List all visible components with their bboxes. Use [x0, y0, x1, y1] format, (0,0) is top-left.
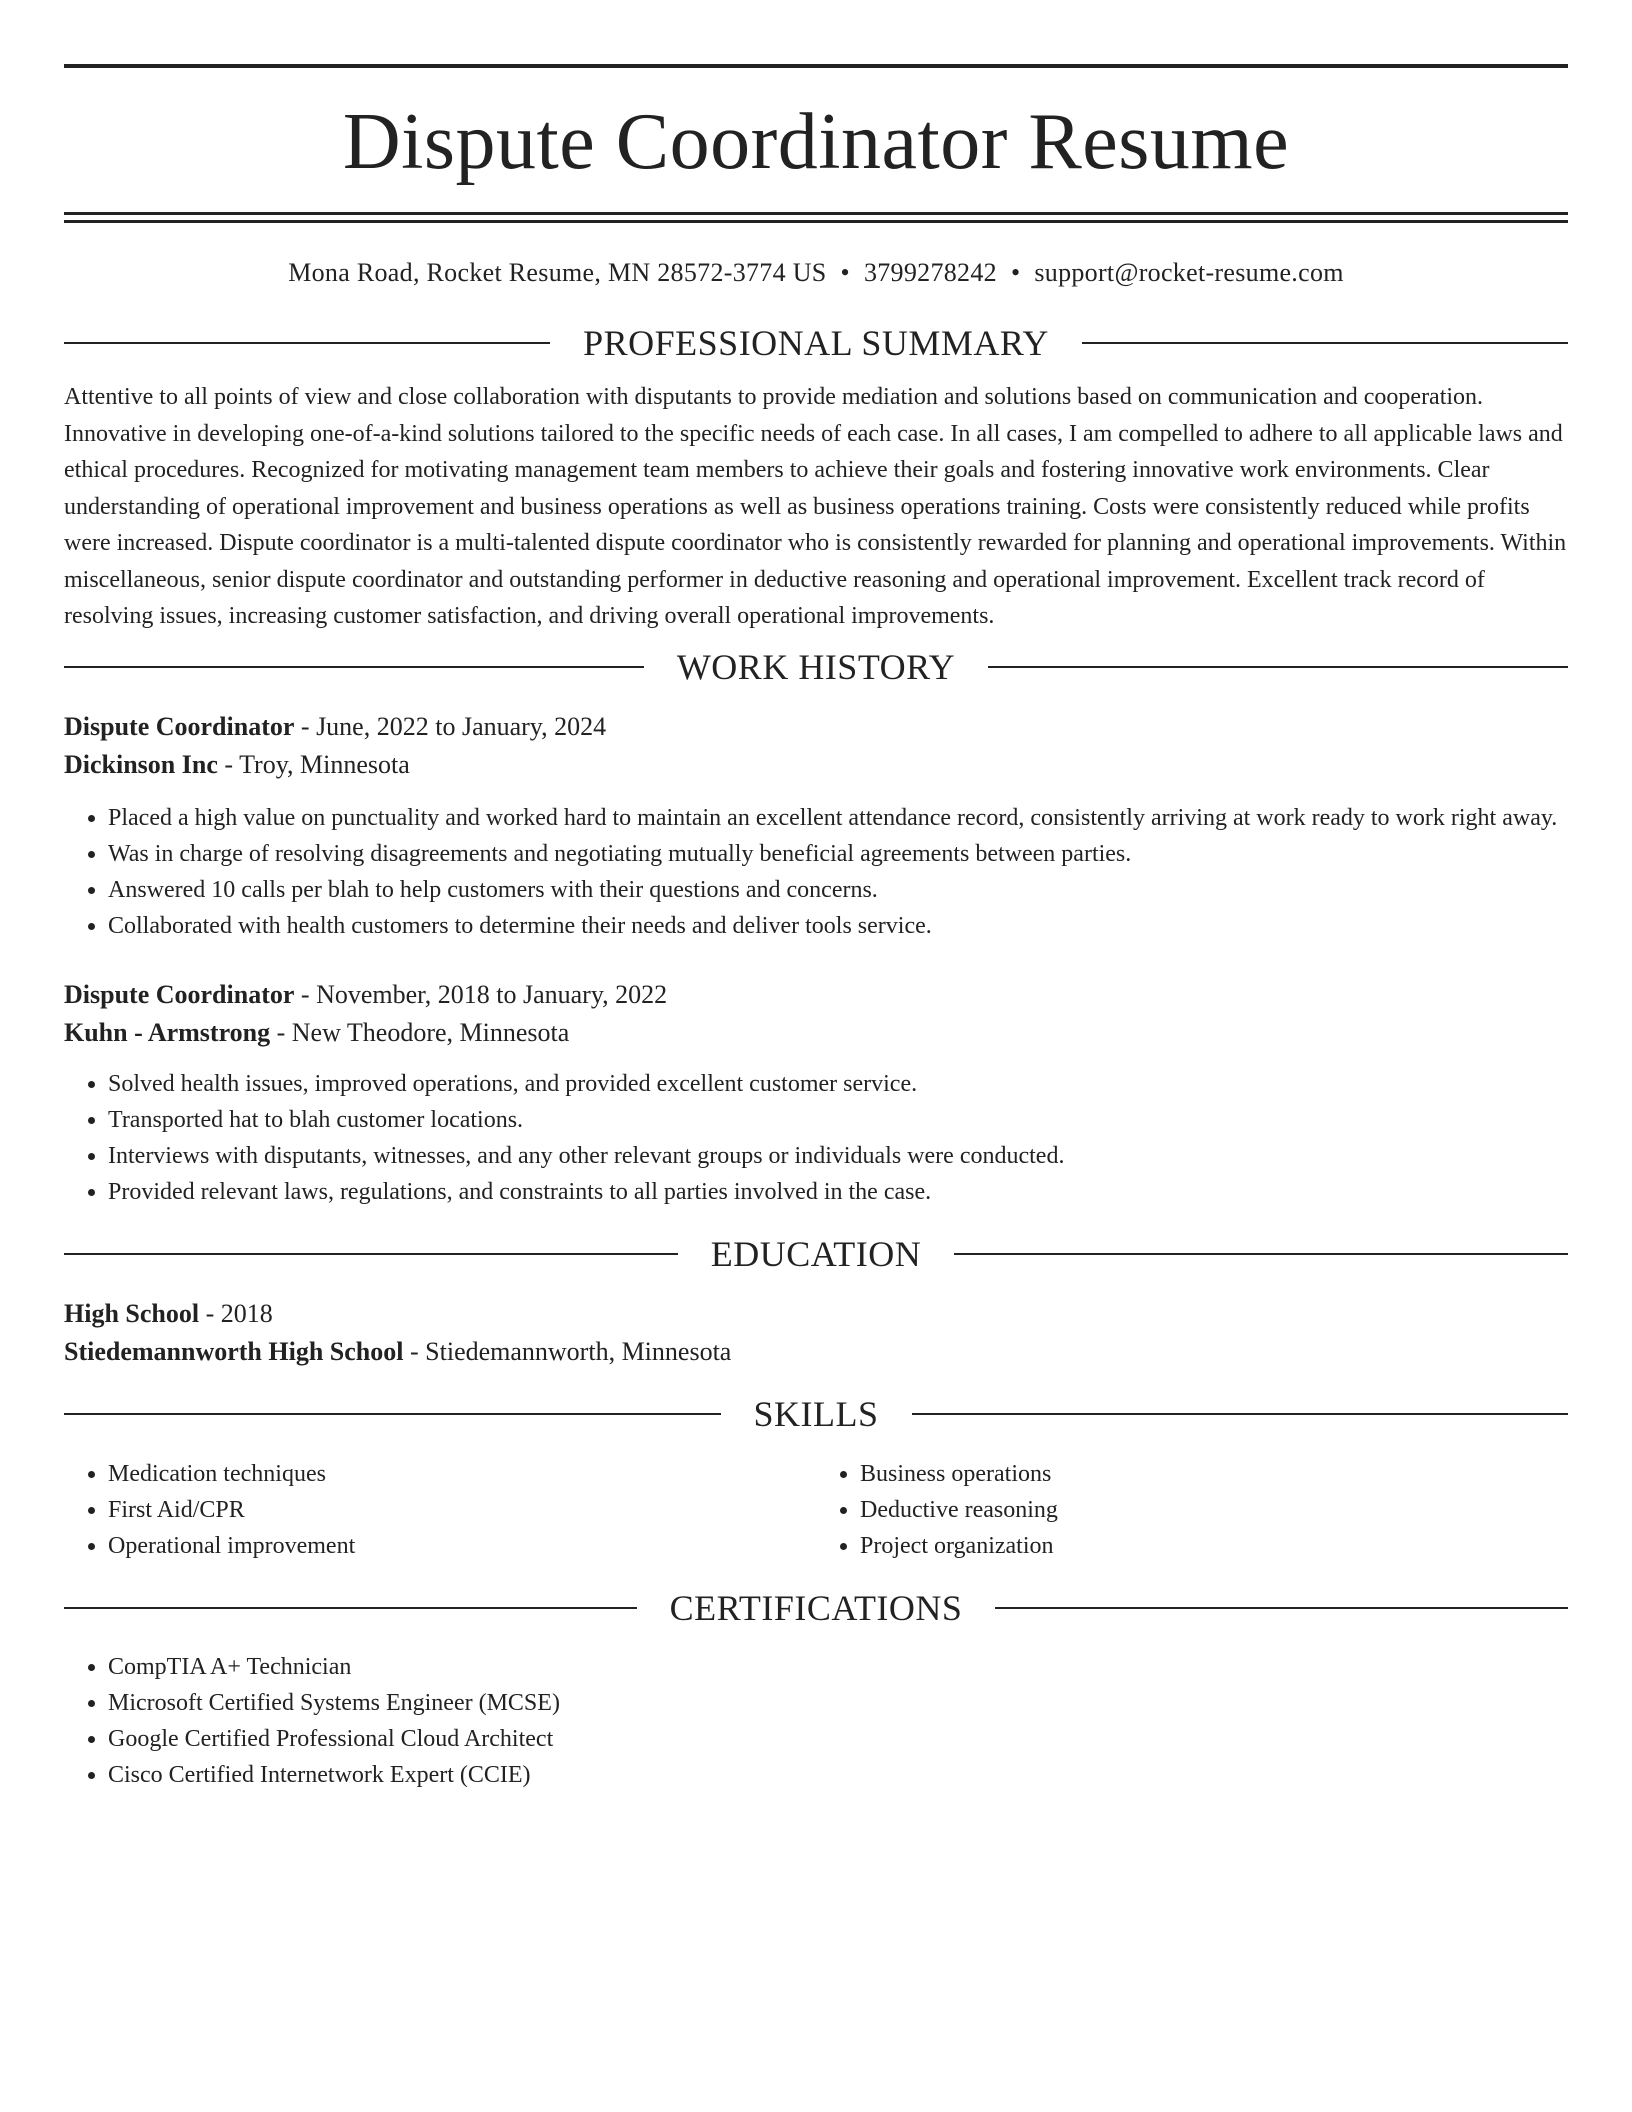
contact-separator: •	[1010, 258, 1021, 287]
list-item: • Deductive reasoning	[860, 1492, 1568, 1528]
job-location: - Troy, Minnesota	[217, 749, 410, 779]
section-heading-work-history	[64, 646, 1568, 687]
list-item: • Business operations	[860, 1456, 1568, 1492]
skills-grid	[64, 1456, 1568, 1564]
list-item: • Answered 10 calls per blah to help customers with their questions and concerns.	[108, 872, 1568, 908]
section-heading-education	[64, 1233, 1568, 1274]
education-entry	[64, 1295, 1568, 1371]
section-heading-label: SKILLS	[753, 1393, 879, 1434]
skills-list	[816, 1456, 1568, 1564]
title-top-rule	[64, 64, 1568, 68]
job-company: Kuhn - Armstrong	[64, 1017, 271, 1047]
list-item: • Microsoft Certified Systems Engineer (MCSE)	[108, 1685, 1568, 1721]
list-item: • Interviews with disputants, witnesses, and any other relevant groups or individuals were conducted.	[108, 1138, 1568, 1174]
job-entry	[64, 708, 1568, 944]
heading-rule	[954, 1253, 1568, 1255]
section-heading-label: CERTIFICATIONS	[669, 1587, 963, 1628]
contact-separator: •	[840, 258, 850, 287]
list-item: • Google Certified Professional Cloud Architect	[108, 1721, 1568, 1757]
list-item: • Solved health issues, improved operations, and provided excellent customer service.	[108, 1066, 1568, 1102]
skills-column-left	[64, 1456, 816, 1564]
summary-paragraph: Attentive to all points of view and close collaboration with disputants to provide mediation and solutions based on communication and cooperation. Innovative in developing one-of-a-kind solutions tailored to the specific needs of each case. In all cases, I am compelled to adhere to all applicable laws and ethical procedures. Recognized for motivating management team members to achieve their goals and fostering innovative work environments. Clear understanding of operational improvement and business operations as well as business operations training. Costs were consistently reduced while profits were increased. Dispute coordinator is a multi-talented dispute coordinator who is consistently rewarded for planning and operational improvements. Within miscellaneous, senior dispute coordinator and outstanding performer in deductive reasoning and operational improvement. Excellent track record of resolving issues, increasing customer satisfaction, and driving overall operational improvements.	[64, 384, 1567, 629]
job-entry	[64, 976, 1568, 1210]
heading-rule	[64, 1413, 721, 1415]
job-company-line	[64, 1014, 1568, 1052]
job-company-line	[64, 746, 1568, 784]
title-bottom-double-rule	[64, 212, 1568, 223]
job-location: - New Theodore, Minnesota	[270, 1017, 570, 1047]
education-school-line	[64, 1333, 1568, 1371]
job-dates: - November, 2018 to January, 2022	[294, 979, 668, 1009]
section-heading-skills	[64, 1393, 1568, 1434]
contact-email: support@rocket-resume.com	[1034, 258, 1344, 287]
list-item: • Operational improvement	[108, 1528, 816, 1564]
heading-rule	[64, 1253, 678, 1255]
certifications-list	[64, 1649, 1568, 1793]
list-item: • Was in charge of resolving disagreements and negotiating mutually beneficial agreements between parties.	[108, 836, 1568, 872]
skills-column-right	[816, 1456, 1568, 1564]
job-dates: - June, 2022 to January, 2024	[294, 711, 607, 741]
heading-rule	[1082, 342, 1568, 344]
list-item: • CompTIA A+ Technician	[108, 1649, 1568, 1685]
resume-title: Dispute Coordinator Resume	[342, 98, 1290, 186]
heading-rule	[64, 342, 550, 344]
education-year: - 2018	[199, 1298, 273, 1328]
skills-list	[64, 1456, 816, 1564]
education-degree-line	[64, 1295, 1568, 1333]
section-heading-label: WORK HISTORY	[676, 646, 956, 687]
education-degree: High School	[64, 1298, 200, 1328]
list-item: • Transported hat to blah customer locations.	[108, 1102, 1568, 1138]
education-location: - Stiedemannworth, Minnesota	[403, 1336, 732, 1366]
list-item: • Provided relevant laws, regulations, and constraints to all parties involved in the case.	[108, 1174, 1568, 1210]
list-item: • Cisco Certified Internetwork Expert (CCIE)	[108, 1757, 1568, 1793]
list-item: • First Aid/CPR	[108, 1492, 816, 1528]
list-item: • Medication techniques	[108, 1456, 816, 1492]
job-title: Dispute Coordinator	[64, 979, 295, 1009]
heading-rule	[988, 666, 1568, 668]
job-title: Dispute Coordinator	[64, 711, 295, 741]
heading-rule	[995, 1607, 1568, 1609]
contact-line	[64, 260, 1568, 286]
education-school: Stiedemannworth High School	[64, 1336, 404, 1366]
job-title-line	[64, 708, 1568, 746]
heading-rule	[912, 1413, 1569, 1415]
heading-rule	[64, 1607, 637, 1609]
contact-phone: 3799278242	[863, 258, 997, 287]
section-heading-label: PROFESSIONAL SUMMARY	[583, 323, 1049, 363]
list-item: • Placed a high value on punctuality and worked hard to maintain an excellent attendance record, consistently arriving at work ready to work right away.	[108, 800, 1568, 836]
list-item: • Collaborated with health customers to determine their needs and deliver tools service.	[108, 908, 1568, 944]
section-heading-label: EDUCATION	[710, 1233, 922, 1274]
job-company: Dickinson Inc	[64, 749, 218, 779]
contact-address: Mona Road, Rocket Resume, MN 28572-3774 US	[288, 258, 827, 287]
job-bullets	[64, 800, 1568, 944]
job-title-line	[64, 976, 1568, 1014]
section-heading-certifications	[64, 1587, 1568, 1628]
heading-rule	[64, 666, 644, 668]
list-item: • Project organization	[860, 1528, 1568, 1564]
section-heading-summary	[64, 325, 1568, 361]
job-bullets	[64, 1066, 1568, 1210]
